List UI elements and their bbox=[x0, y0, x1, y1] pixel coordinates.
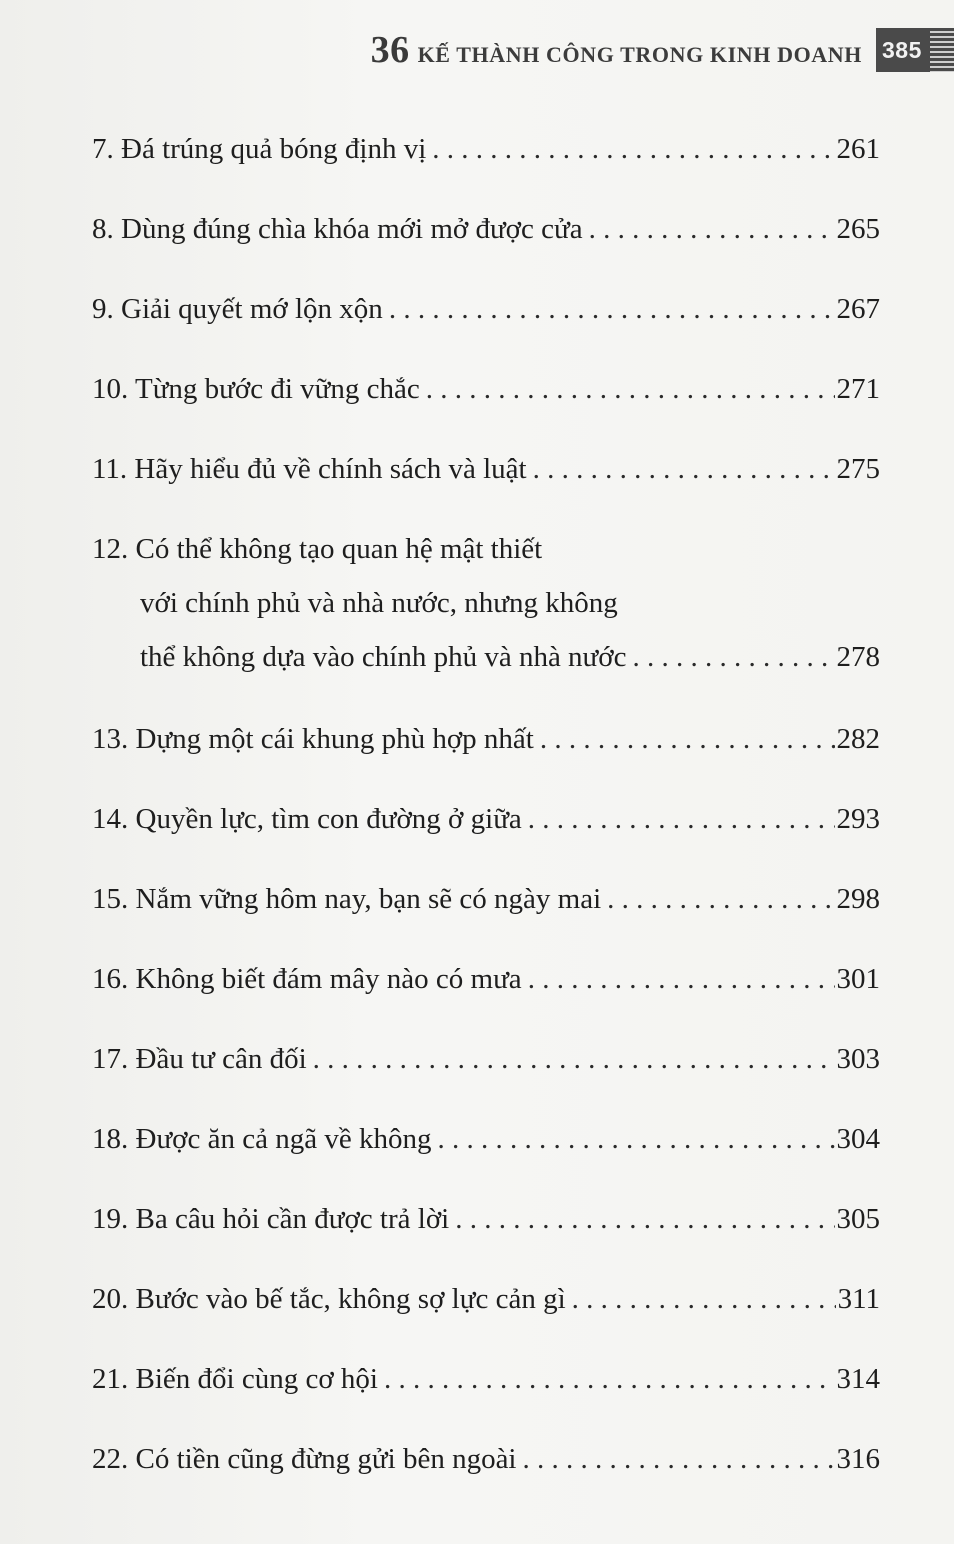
toc-entry-title: 10. Từng bước đi vững chắc bbox=[92, 373, 420, 405]
toc-entry-title: 20. Bước vào bế tắc, không sợ lực cản gì bbox=[92, 1283, 566, 1315]
toc-entry-title: 19. Ba câu hỏi cần được trả lời bbox=[92, 1203, 450, 1235]
toc-entry-page: 293 bbox=[836, 803, 880, 835]
toc-entry-title: 13. Dựng một cái khung phù hợp nhất bbox=[92, 723, 534, 755]
dot-leader bbox=[572, 1272, 836, 1326]
dot-leader bbox=[426, 362, 835, 416]
book-title-number: 36 bbox=[370, 29, 410, 71]
toc-entry bbox=[92, 1432, 880, 1512]
tab-stripes-decoration bbox=[930, 28, 954, 72]
toc-entry-page: 303 bbox=[836, 1043, 880, 1075]
toc-entry bbox=[92, 712, 880, 792]
toc-entry bbox=[92, 282, 880, 362]
book-title-text: KẾ THÀNH CÔNG TRONG KINH DOANH bbox=[417, 42, 862, 67]
toc-entry-title: 21. Biến đổi cùng cơ hội bbox=[92, 1363, 378, 1395]
running-header bbox=[371, 28, 954, 72]
toc-entry bbox=[92, 1192, 880, 1272]
toc-entry bbox=[92, 1032, 880, 1112]
toc-entry bbox=[92, 1112, 880, 1192]
dot-leader bbox=[589, 202, 835, 256]
toc-entry-title: 22. Có tiền cũng đừng gửi bên ngoài bbox=[92, 1443, 517, 1475]
toc-entry bbox=[92, 1352, 880, 1432]
toc-entry bbox=[92, 1272, 880, 1352]
toc-entry bbox=[92, 792, 880, 872]
dot-leader bbox=[633, 630, 835, 684]
toc-entry-title-line-2: với chính phủ và nhà nước, nhưng không bbox=[140, 587, 618, 619]
toc-entry-page: 304 bbox=[836, 1123, 880, 1155]
toc-entry-page: 305 bbox=[836, 1203, 880, 1235]
toc-entry-page: 311 bbox=[837, 1283, 880, 1315]
toc-entry-title-line-3: thể không dựa vào chính phủ và nhà nước bbox=[140, 641, 627, 673]
toc-entry-page: 301 bbox=[836, 963, 880, 995]
toc-entry-title: 18. Được ăn cả ngã về không bbox=[92, 1123, 432, 1155]
toc-entry-page: 316 bbox=[836, 1443, 880, 1475]
toc-entry-page: 265 bbox=[836, 213, 880, 245]
dot-leader bbox=[432, 122, 834, 176]
dot-leader bbox=[313, 1032, 835, 1086]
toc-entry-multiline bbox=[92, 522, 880, 712]
toc-entry-title: 7. Đá trúng quả bóng định vị bbox=[92, 133, 427, 165]
toc-entry bbox=[92, 872, 880, 952]
dot-leader bbox=[607, 872, 834, 926]
book-title bbox=[371, 28, 862, 72]
toc-entry-title: 14. Quyền lực, tìm con đường ở giữa bbox=[92, 803, 522, 835]
toc-entry-title: 9. Giải quyết mớ lộn xộn bbox=[92, 293, 383, 325]
toc-entry-page: 298 bbox=[836, 883, 880, 915]
dot-leader bbox=[389, 282, 835, 336]
toc-entry-page: 267 bbox=[836, 293, 880, 325]
dot-leader bbox=[528, 792, 835, 846]
toc-entry-page: 261 bbox=[836, 133, 880, 165]
dot-leader bbox=[523, 1432, 835, 1486]
page-number: 385 bbox=[882, 36, 922, 63]
toc-entry bbox=[92, 952, 880, 1032]
toc-entry-title-line-1: 12. Có thể không tạo quan hệ mật thiết bbox=[92, 533, 543, 565]
toc-entry-title: 15. Nắm vững hôm nay, bạn sẽ có ngày mai bbox=[92, 883, 602, 915]
toc-entry bbox=[92, 122, 880, 202]
table-of-contents bbox=[92, 122, 880, 1512]
dot-leader bbox=[455, 1192, 834, 1246]
toc-entry bbox=[92, 202, 880, 282]
dot-leader bbox=[528, 952, 835, 1006]
toc-entry-page: 278 bbox=[836, 641, 880, 673]
toc-entry-title: 8. Dùng đúng chìa khóa mới mở được cửa bbox=[92, 213, 583, 245]
toc-entry-page: 271 bbox=[836, 373, 880, 405]
toc-entry-title: 17. Đầu tư cân đối bbox=[92, 1043, 307, 1075]
toc-entry bbox=[92, 442, 880, 522]
toc-entry-title: 16. Không biết đám mây nào có mưa bbox=[92, 963, 522, 995]
toc-entry bbox=[92, 362, 880, 442]
dot-leader bbox=[540, 712, 835, 766]
toc-entry-title: 11. Hãy hiểu đủ về chính sách và luật bbox=[92, 453, 527, 485]
toc-entry-page: 282 bbox=[836, 723, 880, 755]
page-number-tab bbox=[876, 28, 954, 72]
dot-leader bbox=[533, 442, 835, 496]
dot-leader bbox=[437, 1112, 834, 1166]
dot-leader bbox=[384, 1352, 835, 1406]
toc-entry-page: 314 bbox=[836, 1363, 880, 1395]
toc-entry-page: 275 bbox=[836, 453, 880, 485]
